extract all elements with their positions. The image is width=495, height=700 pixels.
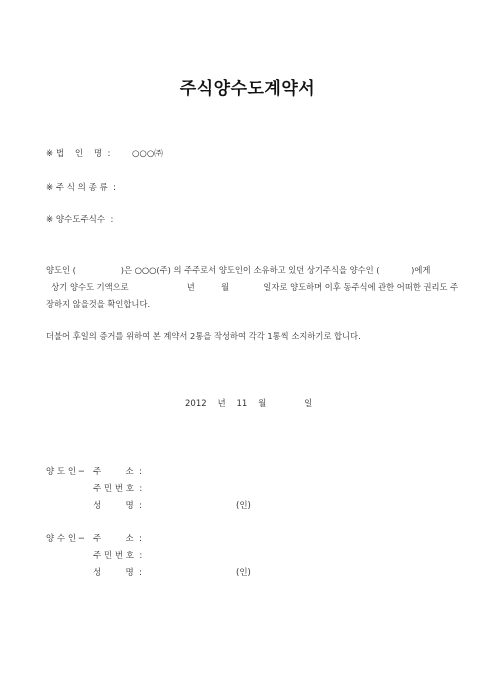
body-line-2: 상기 양수도 기액으로 년 월 일자로 양도하며 이후 동주식에 관한 어떠한 권리도 주 [46,282,459,292]
transferee-role: 양 수 인 ─ [46,534,84,544]
document-title: 주식양수도계약서 [179,79,316,99]
transferee-seal: (인) [236,568,251,578]
transferor-id-label: 주 민 번 호 : [93,484,143,494]
field-share-count-label: ※ 양수도주식수 : [46,215,114,225]
field-corporation-name-value: ○○○㈜ [132,149,163,159]
transferor-role: 양 도 인 ─ [46,467,84,477]
transferee-address-label: 주 소 : [93,534,143,544]
body-line-3: 장하지 않을것을 확인합니다. [46,299,151,309]
transferee-name-label: 성 명 : [93,568,143,578]
closing-sentence: 더불어 후일의 증거를 위하여 본 계약서 2통을 작성하여 각각 1통씩 소지하기로 합니다. [46,331,361,341]
transferee-id-label: 주 민 번 호 : [93,551,143,561]
field-share-type-label: ※ 주 식 의 종 류 : [46,183,116,193]
transferor-address-label: 주 소 : [93,467,143,477]
field-corporation-name-label: ※ 법 인 명 : [46,149,111,159]
transferor-seal: (인) [236,501,251,511]
body-line-1: 양도인 ( )은 ○○○(주) 의 주주로서 양도인이 소유하고 있던 상기주식을 양수인 ( )에게 [46,265,431,275]
contract-date: 2012 년 11 월 일 [185,399,313,409]
transferor-name-label: 성 명 : [93,501,143,511]
